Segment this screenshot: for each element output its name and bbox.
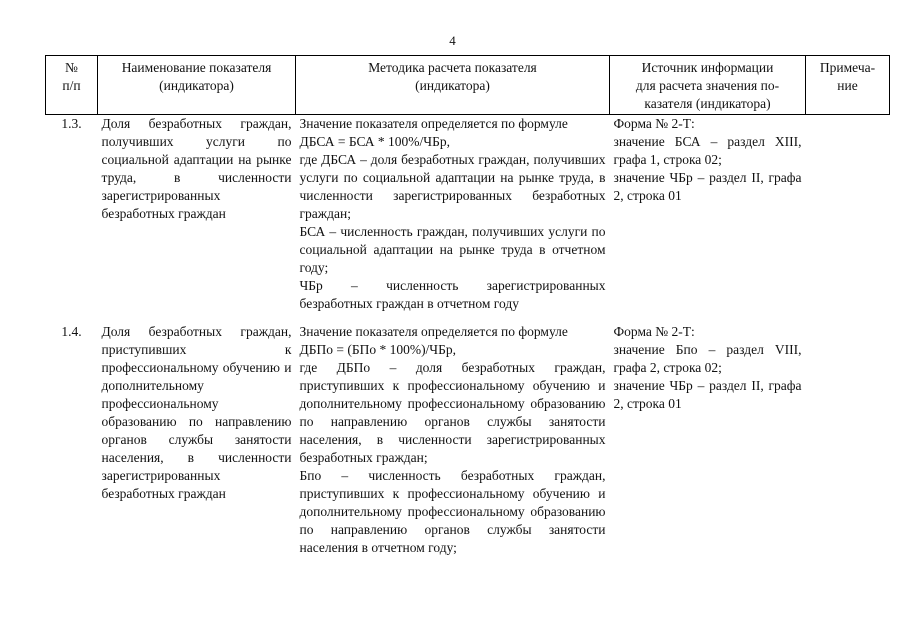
page-number: 4 — [449, 33, 456, 48]
calculation-method — [296, 115, 610, 322]
method-paragraph: где ДБПо – доля безработных граждан, приступивших к профессиональному обучению и дополнительному профессиональному образованию по направлению органов службы занятости населения, в численности зарегистрированных безработных граждан; — [299, 360, 606, 465]
row-number: 1.4. — [61, 324, 82, 339]
note-cell — [806, 321, 890, 557]
method-paragraph: Значение показателя определяется по формуле — [299, 116, 568, 131]
information-source — [610, 321, 806, 557]
header-information-source: Источник информации для расчета значения по- казателя (индикатора) — [610, 56, 806, 115]
source-line: значение Бпо – раздел VIII, графа 2, строка 02; — [613, 342, 802, 375]
table-body — [46, 115, 890, 558]
method-paragraph: БСА – численность граждан, получивших услуги по социальной адаптации на рынке труда в отчетном году; — [299, 224, 606, 275]
source-line: значение БСА – раздел XIII, графа 1, строка 02; — [613, 134, 802, 167]
header-indicator-name: Наименование показателя (индикатора) — [98, 56, 296, 115]
information-source — [610, 115, 806, 322]
source-line: Форма № 2-Т: — [613, 324, 695, 339]
indicator-name: Доля безработных граждан, приступивших к профессиональному обучению и дополнительному профессиональному образованию по направлению органов службы занятости населения, в численности зарегистрированных безработных граждан — [101, 324, 292, 501]
method-paragraph: Бпо – численность безработных граждан, приступивших к профессиональному обучению и дополнительному профессиональному образованию по направлению органов службы занятости населения в отчетном году; — [299, 468, 606, 555]
calculation-method — [296, 321, 610, 557]
row-number: 1.3. — [61, 116, 82, 131]
header-row — [46, 56, 890, 115]
header-note: Примеча- ние — [806, 56, 890, 115]
source-line: значение ЧБр – раздел II, графа 2, строка 01 — [613, 170, 802, 203]
table-row — [46, 115, 890, 322]
method-paragraph: где ДБСА – доля безработных граждан, получивших услуги по социальной адаптации на рынке труда, в численности зарегистрированных безработных граждан; — [299, 152, 606, 221]
source-line: значение ЧБр – раздел II, графа 2, строка 01 — [613, 378, 802, 411]
table-header — [46, 56, 890, 115]
method-formula: ДБСА = БСА * 100%/ЧБр, — [299, 134, 450, 149]
method-formula: ДБПо = (БПо * 100%)/ЧБр, — [299, 342, 456, 357]
header-number: № п/п — [46, 56, 98, 115]
method-paragraph: ЧБр – численность зарегистрированных безработных граждан в отчетном году — [299, 278, 606, 311]
note-cell — [806, 115, 890, 322]
indicators-table — [45, 55, 890, 557]
indicator-name: Доля безработных граждан, получивших услуги по социальной адаптации на рынке труда, в численности зарегистрированных безработных граждан — [101, 116, 292, 221]
source-line: Форма № 2-Т: — [613, 116, 695, 131]
table-row — [46, 321, 890, 557]
method-paragraph: Значение показателя определяется по формуле — [299, 324, 568, 339]
header-calculation-method: Методика расчета показателя (индикатора) — [296, 56, 610, 115]
